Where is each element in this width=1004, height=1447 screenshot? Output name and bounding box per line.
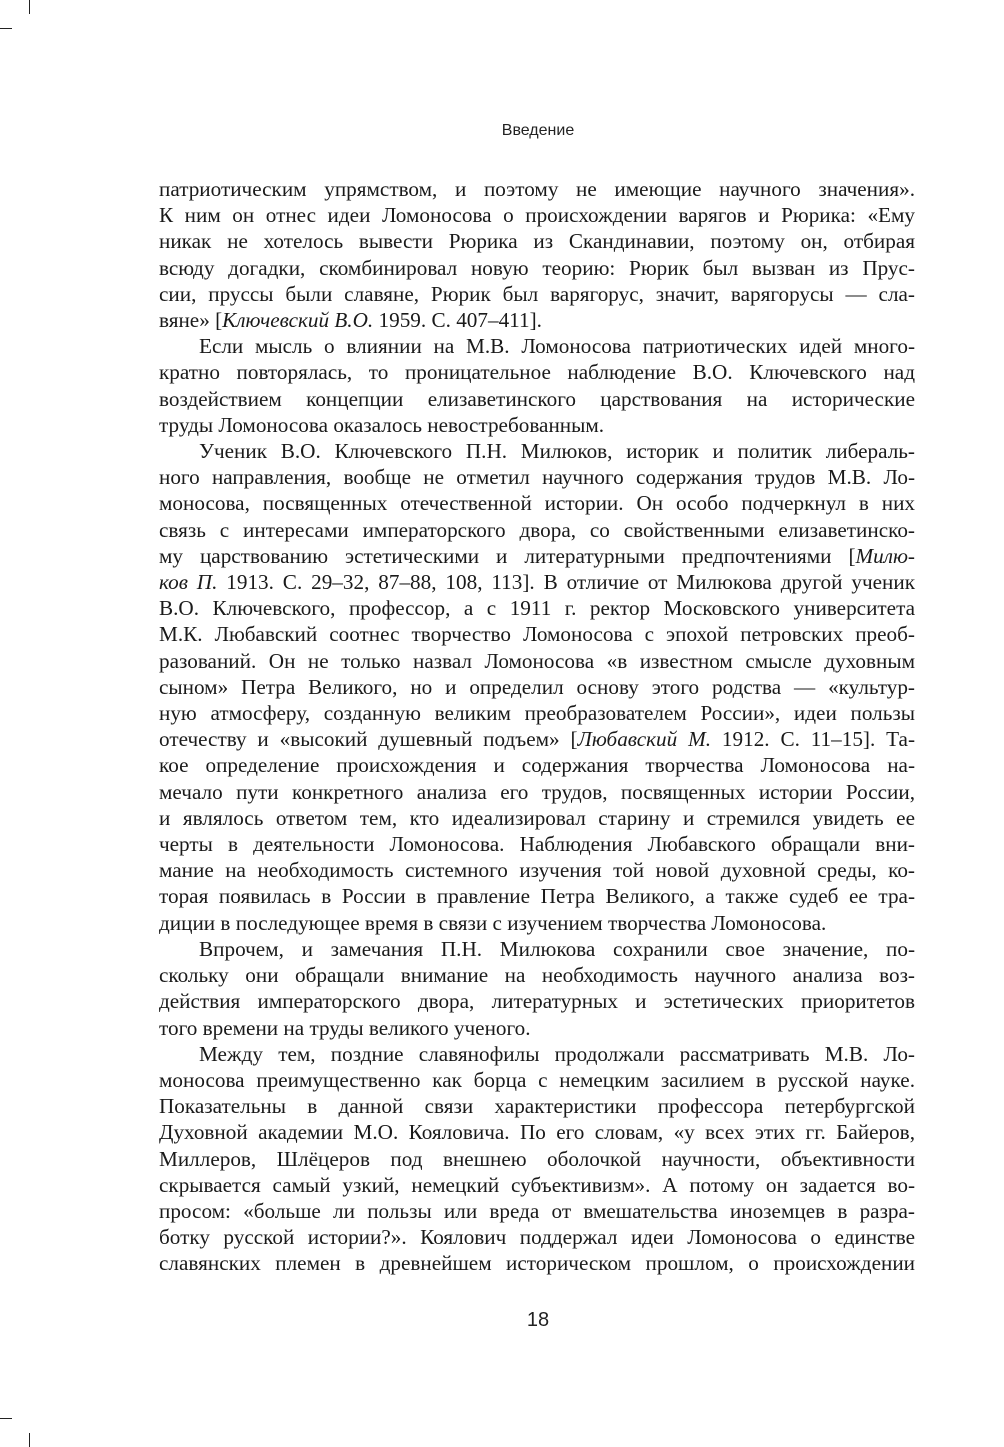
page-number: 18 <box>526 1309 550 1331</box>
crop-mark-bottom-left-vertical <box>29 1433 30 1447</box>
text-fragment: Показательны в данной связи характеристики профессора петербургской <box>159 1094 915 1119</box>
text-fragment: вяне» [ <box>159 308 223 333</box>
text-fragment: моносова преимущественно как борца с немецким засилием в русской науке. <box>159 1067 915 1092</box>
text-fragment: торая появилась в России в правление Петра Великого, а также судеб ее тра- <box>159 884 915 909</box>
text-fragment: труды Ломоносова оказалось невостребованным. <box>159 412 605 437</box>
text-line <box>159 1224 915 1250</box>
text-line <box>159 726 915 752</box>
text-fragment: Впрочем, и замечания П.Н. Милюкова сохранили свое значение, по- <box>199 936 915 961</box>
text-line <box>159 883 915 909</box>
text-fragment: Между тем, поздние славянофилы продолжали рассматривать М.В. Ло- <box>199 1041 915 1066</box>
text-line <box>159 176 915 202</box>
text-fragment: скольку они обращали внимание на необходимость научного анализа воз- <box>159 963 915 988</box>
text-line <box>159 281 915 307</box>
text-line <box>159 831 915 857</box>
text-fragment: ботку русской истории?». Коялович поддержал идеи Ломоносова о единстве <box>159 1225 915 1250</box>
text-fragment: му царствованию эстетическими и литературными предпочтениями [ <box>159 543 856 568</box>
text-fragment: кое определение происхождения и содержания творчества Ломоносова на- <box>159 753 915 778</box>
text-fragment: действия императорского двора, литературных и эстетических приоритетов <box>159 989 915 1014</box>
text-fragment: отечеству и «высокий душевный подъем» [ <box>159 727 578 752</box>
crop-mark-top-left-horizontal <box>0 28 12 29</box>
text-fragment: Ученик В.О. Ключевского П.Н. Милюков, историк и политик либераль- <box>199 439 915 464</box>
text-line <box>159 857 915 883</box>
text-fragment: 1913. С. 29–32, 87–88, 108, 113]. В отличие от Милюкова другой ученик <box>217 570 915 595</box>
text-fragment: ного направления, вообще не отметил научного содержания трудов М.В. Ло- <box>159 465 915 490</box>
text-fragment: сии, пруссы были славяне, Рюрик был варягорус, значит, варягорусы — сла- <box>159 281 915 306</box>
text-fragment: всюду догадки, скомбинировал новую теорию: Рюрик был вызван из Прус- <box>159 255 915 280</box>
text-fragment: М.К. Любавский соотнес творчество Ломоносова с эпохой петровских преоб- <box>159 622 915 647</box>
text-line <box>159 1172 915 1198</box>
text-line <box>159 1250 915 1276</box>
text-fragment: кратно повторялась, то проницательное наблюдение В.О. Ключевского над <box>159 360 915 385</box>
text-fragment: того времени на труды великого ученого. <box>159 1015 531 1040</box>
citation-author: ков П. <box>159 570 218 595</box>
text-line <box>159 1198 915 1224</box>
text-line <box>159 412 915 438</box>
text-line <box>159 962 915 988</box>
text-line <box>159 621 915 647</box>
text-line <box>159 1093 915 1119</box>
text-line <box>159 595 915 621</box>
text-line <box>159 1015 915 1041</box>
citation-author: Любавский М. <box>577 727 712 752</box>
text-line <box>159 805 915 831</box>
text-line <box>159 648 915 674</box>
text-fragment: никак не хотелось вывести Рюрика из Скандинавии, поэтому он, отбирая <box>159 229 915 254</box>
text-fragment: ную атмосферу, созданную великим преобразователем России», идеи пользы <box>159 701 915 726</box>
text-fragment: мание на необходимость системного изучения той новой духовной среды, ко- <box>159 858 915 883</box>
text-fragment: мечало пути конкретного анализа его трудов, посвященных истории России, <box>159 779 915 804</box>
text-fragment: диции в последующее время в связи с изучением творчества Ломоносова. <box>159 910 827 935</box>
text-fragment: разований. Он не только назвал Ломоносова «в известном смысле духовным <box>159 648 915 673</box>
text-fragment: славянских племен в древнейшем историческом прошлом, о происхождении <box>159 1251 915 1276</box>
text-fragment: 1912. С. 11–15]. Та- <box>711 727 915 752</box>
text-fragment: Миллеров, Шлёцеров под внешнею оболочкой научности, объективности <box>159 1146 915 1171</box>
text-fragment: сыном» Петра Великого, но и определил основу этого родства — «культур- <box>159 674 915 699</box>
text-fragment: связь с интересами императорского двора, со свойственными елизаветинско- <box>159 517 915 542</box>
text-line <box>159 490 915 516</box>
text-fragment: 1959. С. 407–411]. <box>373 308 542 333</box>
text-line <box>159 1146 915 1172</box>
text-fragment: Духовной академии М.О. Кояловича. По его словам, «у всех этих гг. Байеров, <box>159 1120 915 1145</box>
text-fragment: К ним он отнес идеи Ломоносова о происхождении варягов и Рюрика: «Ему <box>159 203 915 228</box>
text-line <box>159 517 915 543</box>
text-line <box>159 779 915 805</box>
text-line <box>159 307 915 333</box>
text-fragment: В.О. Ключевского, профессор, а с 1911 г. ректор Московского университета <box>159 596 915 621</box>
text-line <box>159 1119 915 1145</box>
text-fragment: черты в деятельности Ломоносова. Наблюдения Любавского обращали вни- <box>159 832 915 857</box>
text-fragment: моносова, посвященных отечественной истории. Он особо подчеркнул в них <box>159 491 915 516</box>
text-line <box>159 255 915 281</box>
text-line <box>159 543 915 569</box>
text-fragment: просом: «больше ли пользы или вреда от вмешательства иноземцев в разра- <box>159 1198 915 1223</box>
text-fragment: Если мысль о влиянии на М.В. Ломоносова патриотических идей много- <box>199 334 915 359</box>
text-line <box>159 438 915 464</box>
text-line <box>159 359 915 385</box>
text-line <box>159 464 915 490</box>
text-line <box>159 1041 915 1067</box>
text-line <box>159 674 915 700</box>
text-line <box>159 1067 915 1093</box>
text-fragment: и являлось ответом тем, кто идеализировал старину и стремился увидеть ее <box>159 805 915 830</box>
text-line <box>159 700 915 726</box>
citation-author: Ключевский В.О. <box>222 308 374 333</box>
text-fragment: скрывается самый узкий, немецкий субъективизм». А потому он задается во- <box>159 1172 915 1197</box>
body-text <box>159 176 915 1277</box>
crop-mark-bottom-left-horizontal <box>0 1418 12 1419</box>
text-line <box>159 333 915 359</box>
text-line <box>159 386 915 412</box>
text-fragment: воздействием концепции елизаветинского царствования на исторические <box>159 386 915 411</box>
text-fragment: патриотическим упрямством, и поэтому не имеющие научного значения». <box>159 177 915 201</box>
text-line <box>159 910 915 936</box>
running-header: Введение <box>501 122 575 139</box>
text-line <box>159 752 915 778</box>
text-line <box>159 988 915 1014</box>
text-line <box>159 202 915 228</box>
citation-author: Милю- <box>855 543 915 568</box>
text-line <box>159 569 915 595</box>
text-line <box>159 936 915 962</box>
crop-mark-top-left-vertical <box>29 0 30 14</box>
text-line <box>159 228 915 254</box>
